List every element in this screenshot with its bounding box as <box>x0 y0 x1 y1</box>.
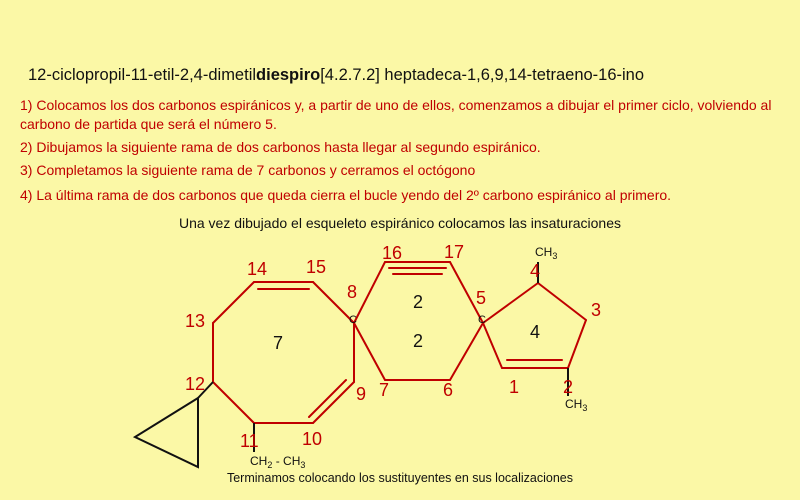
ring-count-pentagon: 4 <box>530 322 541 342</box>
atom-number-16: 16 <box>382 243 403 263</box>
bond-1-5 <box>483 323 502 368</box>
bond-13-14 <box>213 282 254 323</box>
atom-number-3: 3 <box>591 300 602 320</box>
bond-5-6 <box>450 323 483 380</box>
atom-number-7: 7 <box>379 380 390 400</box>
bond-11-12 <box>213 382 254 423</box>
atom-number-4: 4 <box>530 261 541 281</box>
bond-9-10 <box>313 382 354 423</box>
atom-number-17: 17 <box>444 242 465 262</box>
name-prefix: 12-ciclopropil-11-etil-2,4-dimetil <box>28 66 257 84</box>
cyclopropyl-ring <box>135 398 198 467</box>
name-spiro-term: diespiro <box>256 66 321 84</box>
caption-substituents: Terminamos colocando los sustituyentes en sus localizaciones <box>226 471 573 485</box>
atom-number-13: 13 <box>185 311 206 331</box>
step-3: 3) Completamos la siguiente rama de 7 carbonos y cerramos el octógono <box>20 162 476 178</box>
ring-count-hexagon-bottom: 2 <box>413 331 424 351</box>
spiro-carbon-5: C <box>478 314 486 326</box>
ring-count-octagon: 7 <box>273 333 284 353</box>
bond-7-8 <box>354 323 385 380</box>
atom-number-5: 5 <box>476 288 487 308</box>
step-2: 2) Dibujamos la siguiente rama de dos carbonos hasta llegar al segundo espiránico. <box>20 139 541 155</box>
atom-number-11: 11 <box>240 431 259 451</box>
bond-4-3 <box>538 283 586 320</box>
atom-number-1: 1 <box>509 377 520 397</box>
ring-count-hexagon-top: 2 <box>413 292 424 312</box>
step-4: 4) La última rama de dos carbonos que queda cierra el bucle yendo del 2º carbono espiránico al primero. <box>20 187 672 203</box>
step-1: 1) Colocamos los dos carbonos espiránicos y, a partir de uno de ellos, comenzamos a dibujar el primer ciclo, volviendo al carbono de partida que será el número 5. <box>20 97 772 132</box>
atom-number-10: 10 <box>302 429 323 449</box>
bond-3-2 <box>568 320 586 368</box>
ethyl-label: $CH_2 - CH_3$ <box>250 454 306 470</box>
methyl-label-top: $CH_3$ <box>535 245 558 261</box>
atom-number-12: 12 <box>185 374 206 394</box>
atom-number-8: 8 <box>347 282 358 302</box>
bond-8-16 <box>354 262 385 323</box>
methyl-label-bottom: $CH_3$ <box>565 397 588 413</box>
caption-unsaturations: Una vez dibujado el esqueleto espiránico colocamos las insaturaciones <box>178 215 622 231</box>
atom-number-14: 14 <box>247 259 268 279</box>
double-bond-9-10 <box>309 380 346 417</box>
bond-5-4 <box>483 283 538 323</box>
atom-number-2: 2 <box>563 377 574 397</box>
spiro-carbon-8: C <box>349 314 357 326</box>
name-suffix: [4.2.7.2] heptadeca-1,6,9,14-tetraeno-16-ino <box>320 66 645 84</box>
atom-number-6: 6 <box>443 380 454 400</box>
atom-number-9: 9 <box>356 384 367 404</box>
atom-number-15: 15 <box>306 257 327 277</box>
